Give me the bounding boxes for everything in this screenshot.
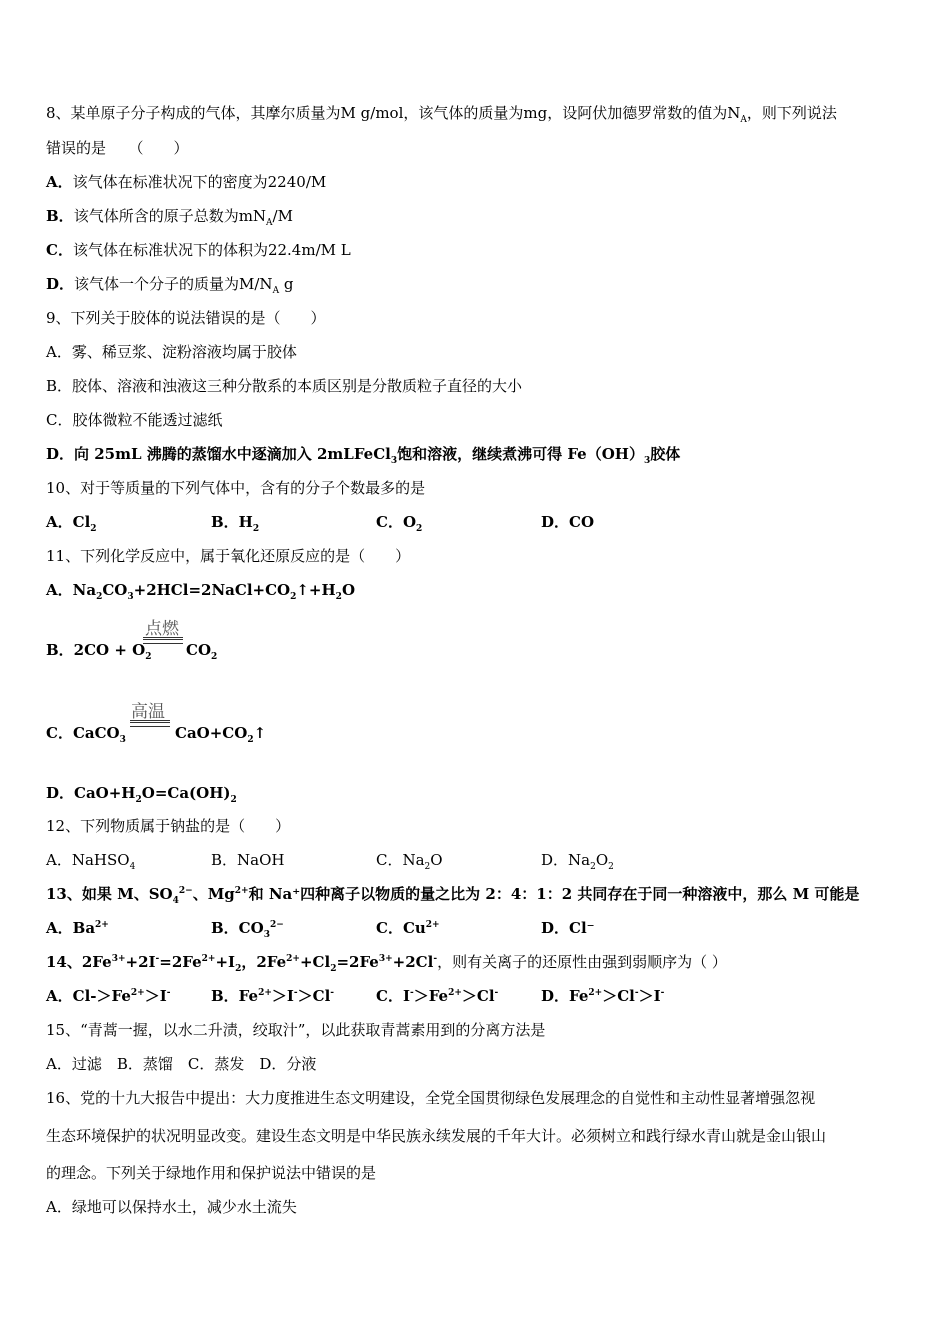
q10-stem: 10、对于等质量的下列气体中，含有的分子个数最多的是 bbox=[46, 479, 426, 497]
q14-option-a: A．$Cl->Fe^{2+}>I^-$ bbox=[46, 987, 171, 1005]
q11-c-product: $CaO+CO_2↑$ bbox=[175, 724, 267, 745]
q11-stem: 11、下列化学反应中，属于氧化还原反应的是（ ） bbox=[46, 547, 411, 565]
q11-b-condition: 点燃 bbox=[145, 619, 179, 639]
q14-option-d: D．$Fe^{2+}>Cl^->I^-$ bbox=[541, 987, 665, 1005]
q11-option-c: C．CaCO$_3$ bbox=[46, 724, 126, 745]
q12-option-d: D．$Na_2O_2$ bbox=[541, 851, 614, 872]
q10-option-a: A．$Cl_2$ bbox=[46, 513, 97, 534]
q10-option-c: C．$O_2$ bbox=[376, 513, 423, 534]
q9-option-d: D．向 25mL 沸腾的蒸馏水中逐滴加入 2mLFeCl$_3$饱和溶液，继续煮沸可得 $Fe(OH)_3$胶体 bbox=[46, 445, 681, 466]
q13-option-c: C．$Cu^{2+}$ bbox=[376, 919, 440, 937]
q9-option-a: A．雾、稀豆浆、淀粉溶液均属于胶体 bbox=[46, 343, 297, 361]
q12-stem: 12、下列物质属于钠盐的是（ ） bbox=[46, 817, 291, 835]
q9-option-c: C．胶体微粒不能透过滤纸 bbox=[46, 411, 223, 429]
q13-option-a: A．$Ba^{2+}$ bbox=[46, 919, 109, 937]
q16-stem-line2: 生态环境保护的状况明显改变。建设生态文明是中华民族永续发展的千年大计。必须树立和践行绿水青山就是金山银山 bbox=[46, 1127, 827, 1145]
q8-option-a: A．该气体在标准状况下的密度为2240/M bbox=[46, 173, 327, 191]
q8-option-c: C．该气体在标准状况下的体积为22.4m/M L bbox=[46, 241, 351, 259]
q13-option-d: D．Cl⁻ bbox=[541, 919, 595, 937]
q8-option-d: D．该气体一个分子的质量为$M/N_A$ g bbox=[46, 275, 294, 296]
q10-option-b: B．$H_2$ bbox=[211, 513, 260, 534]
q12-option-a: A．NaHSO$_4$ bbox=[46, 851, 136, 872]
q11-c-condition: 高温 bbox=[131, 702, 165, 722]
q9-stem: 9、下列关于胶体的说法错误的是（ ） bbox=[46, 309, 326, 327]
q16-stem-line1: 16、党的十九大报告中提出：大力度推进生态文明建设，全党全国贯彻绿色发展理念的自觉性和主动性显著增强忽视 bbox=[46, 1089, 816, 1107]
q13-stem: 13、如果 M、$SO_4^{2-}$、$Mg^{2+}$和 Na⁺四种离子以物质的量之比为 2：4：1：2 共同存在于同一种溶液中，那么 M 可能是 bbox=[46, 885, 860, 906]
q8-option-b: B．该气体所含的原子总数为$mN_A/M$ bbox=[46, 207, 293, 228]
q16-stem-line3: 的理念。下列关于绿地作用和保护说法中错误的是 bbox=[46, 1164, 377, 1182]
q14-stem: 14、$2Fe^{3+}+2I^-=2Fe^{2+}+I_2$，$2Fe^{2+}+Cl_2=2Fe^{3+}+2Cl^-$，则有关离子的还原性由强到弱顺序为（ ） bbox=[46, 953, 727, 974]
q8-stem-line1: 8、某单原子分子构成的气体，其摩尔质量为M g/mol，该气体的质量为mg，设阿伏加德罗常数的值为$N_A$，则下列说法 bbox=[46, 104, 837, 125]
q9-option-b: B．胶体、溶液和浊液这三种分散系的本质区别是分散质粒子直径的大小 bbox=[46, 377, 523, 395]
q15-stem: 15、“青蒿一握，以水二升渍，绞取汁”，以此获取青蒿素用到的分离方法是 bbox=[46, 1021, 546, 1039]
q15-options: A．过滤 B．蒸馏 C．蒸发 D．分液 bbox=[46, 1055, 317, 1073]
q11-option-d: D．$CaO+H_2O=Ca(OH)_2$ bbox=[46, 784, 237, 805]
q8-stem-line2: 错误的是 （ ） bbox=[46, 139, 189, 157]
q13-option-b: B．$CO_3^{2-}$ bbox=[211, 919, 284, 940]
q12-option-b: B．NaOH bbox=[211, 851, 285, 869]
q11-option-a: A．$Na_2CO_3+2HCl=2NaCl+CO_2↑+H_2O$ bbox=[46, 581, 356, 602]
q14-option-c: C．$I^->Fe^{2+}>Cl^-$ bbox=[376, 987, 499, 1005]
q14-option-b: B．$Fe^{2+}>I^->Cl^-$ bbox=[211, 987, 335, 1005]
q16-option-a: A．绿地可以保持水土，减少水土流失 bbox=[46, 1198, 297, 1216]
q11-c-equals-sign bbox=[130, 720, 170, 727]
q12-option-c: C．$Na_2O$ bbox=[376, 851, 443, 872]
q11-b-equals-sign bbox=[143, 637, 183, 644]
q11-b-product: $CO_2$ bbox=[186, 641, 218, 662]
q10-option-d: D．CO bbox=[541, 513, 595, 531]
q11-option-b: B．$2CO + O_2$ bbox=[46, 641, 152, 662]
